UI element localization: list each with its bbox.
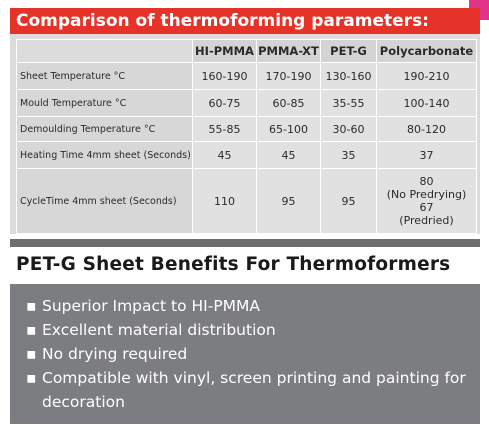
list-item-text: No drying required <box>42 345 188 363</box>
header-empty-cell <box>17 40 193 63</box>
table-row <box>17 142 477 169</box>
table-cell: 190-210 <box>377 63 477 90</box>
benefits-title: PET-G Sheet Benefits For Thermoformers <box>16 254 451 275</box>
column-header: PET-G <box>321 40 377 63</box>
column-header: HI-PMMA <box>193 40 257 63</box>
row-label: Mould Temperature °C <box>17 90 193 117</box>
table-cell: 45 <box>193 142 257 169</box>
row-label: Sheet Temperature °C <box>17 63 193 90</box>
bullet-icon: ▪ <box>26 297 37 315</box>
cell-line: 67 <box>419 201 434 214</box>
table-header-row <box>17 40 477 63</box>
table-cell: 170-190 <box>257 63 321 90</box>
table-cell: 35-55 <box>321 90 377 117</box>
bullet-icon: ▪ <box>26 369 37 387</box>
benefits-panel <box>10 284 480 424</box>
cell-line: (Predried) <box>399 214 454 227</box>
table-cell: 55-85 <box>193 117 257 142</box>
list-item-text: Excellent material distribution <box>42 321 276 339</box>
column-header: Polycarbonate <box>377 40 477 63</box>
list-item-text: Superior Impact to HI-PMMA <box>42 297 261 315</box>
table-cell: 160-190 <box>193 63 257 90</box>
comparison-table <box>16 39 477 234</box>
table-cell: 130-160 <box>321 63 377 90</box>
row-label: CycleTime 4mm sheet (Seconds) <box>17 169 193 234</box>
table-cell-multiline <box>377 169 477 234</box>
section-header <box>10 8 480 34</box>
table-row <box>17 90 477 117</box>
column-header: PMMA-XT <box>257 40 321 63</box>
table-cell: 100-140 <box>377 90 477 117</box>
list-item <box>24 366 474 414</box>
table-cell: 110 <box>193 169 257 234</box>
benefits-list <box>24 294 474 414</box>
table-cell: 60-85 <box>257 90 321 117</box>
table-cell: 35 <box>321 142 377 169</box>
divider-strip <box>10 239 480 247</box>
table-row <box>17 117 477 142</box>
row-label: Heating Time 4mm sheet (Seconds) <box>17 142 193 169</box>
table-row <box>17 169 477 234</box>
comparison-table-panel <box>10 34 480 234</box>
list-item <box>24 294 474 318</box>
cell-line: (No Predrying) <box>386 188 467 201</box>
list-item <box>24 342 474 366</box>
row-label: Demoulding Temperature °C <box>17 117 193 142</box>
table-cell: 37 <box>377 142 477 169</box>
list-item-text: Compatible with vinyl, screen printing and painting for decoration <box>42 369 466 411</box>
table-cell: 60-75 <box>193 90 257 117</box>
table-cell: 95 <box>321 169 377 234</box>
table-row <box>17 63 477 90</box>
table-cell: 65-100 <box>257 117 321 142</box>
table-cell: 45 <box>257 142 321 169</box>
bullet-icon: ▪ <box>26 321 37 339</box>
section-title: Comparison of thermoforming parameters: <box>16 11 429 31</box>
table-cell: 30-60 <box>321 117 377 142</box>
cell-line: 80 <box>419 175 434 188</box>
table-cell: 95 <box>257 169 321 234</box>
table-cell: 80-120 <box>377 117 477 142</box>
bullet-icon: ▪ <box>26 345 37 363</box>
list-item <box>24 318 474 342</box>
